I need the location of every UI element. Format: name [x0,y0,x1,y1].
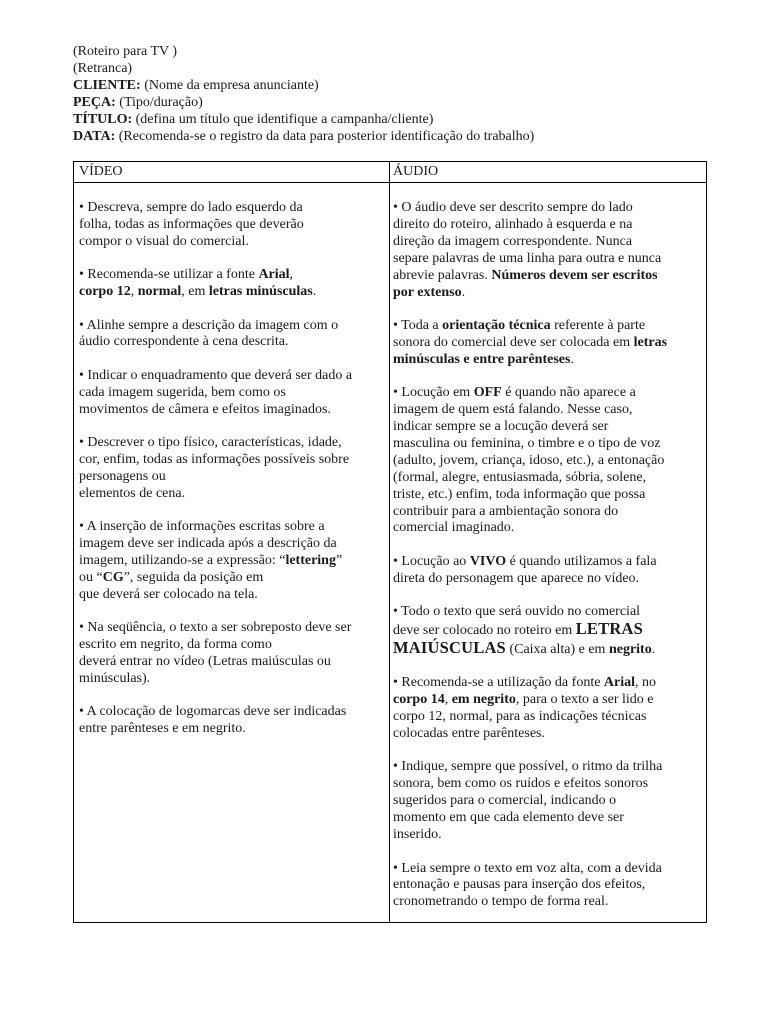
text: • Indicar o enquadramento que deverá ser dado a [79,367,353,383]
text: é quando não aparece a [501,385,636,401]
header-line-roteiro: (Roteiro para TV ) [73,44,178,59]
text: . [570,351,574,367]
bold-text: corpo 12 [79,284,131,300]
text: , [444,692,452,708]
header-line-titulo [73,111,733,128]
video-column-header: VÍDEO [79,164,123,179]
text: cronometrando o tempo de forma real. [393,894,609,910]
text: (formal, alegre, entusiasmada, sóbria, solene, [393,469,647,485]
video-text-line [79,452,384,469]
text: escrito em negrito, da forma como [79,637,272,653]
bold-text: negrito [608,641,652,657]
audio-text-line [393,436,703,453]
bold-text: Arial [603,675,636,691]
bold-text: Arial [258,267,290,283]
data-text: (Recomenda-se o registro da data para posterior identificação do trabalho) [115,129,535,144]
audio-text-line [393,554,703,571]
text: • Recomenda-se a utilização da fonte [393,675,604,691]
bold-text: LETRAS [575,619,643,639]
text: entonação e pausas para inserção dos efeitos, [393,877,646,893]
video-text-line [79,435,384,452]
audio-text-line [393,827,703,844]
bold-text: VIVO [469,553,507,569]
video-text-line [79,318,384,335]
text: • Leia sempre o texto em voz alta, com a devida [393,860,662,876]
text: momento em que cada elemento deve ser [393,810,624,826]
text: , no [635,675,657,691]
audio-text-line [393,894,703,911]
text: • Todo o texto que será ouvido no comercial [393,604,641,620]
audio-text-line [393,692,703,709]
audio-paragraph [393,385,703,537]
text: ou “ [79,569,103,585]
text: imagem deve ser indicada após a descrição da [79,536,337,552]
text: • Alinhe sempre a descrição da imagem com o [79,317,339,333]
audio-text-line [393,285,703,302]
video-text-line [79,519,384,536]
bold-text: corpo 14 [393,692,445,708]
audio-text-line [393,318,703,335]
text: • A colocação de logomarcas deve ser indicadas [79,704,347,720]
text: , para o texto a ser lido e [515,692,654,708]
cliente-text: (Nome da empresa anunciante) [140,78,319,93]
text: imagem de quem está falando. Nesse caso, [393,402,633,418]
audio-text-line [393,877,703,894]
header-line-peca [73,94,733,111]
text: cor, enfim, todas as informações possíveis sobre [79,451,350,467]
script-table [73,161,707,923]
text: • Locução ao [393,553,470,569]
bold-text: orientação técnica [442,317,551,333]
text: comercial imaginado. [393,520,515,536]
video-text-line [79,620,384,637]
audio-text-line [393,726,703,743]
audio-text-line [393,604,703,621]
text: inserido. [393,827,442,843]
video-paragraph [79,267,384,301]
audio-column [393,200,703,928]
audio-text-line [393,251,703,268]
bold-text: CG [102,569,124,585]
text: imagem, utilizando-se a expressão: “ [79,553,286,568]
header-row-divider [74,182,706,183]
titulo-label: TÍTULO: [73,112,133,127]
text: é quando utilizamos a fala [506,553,657,569]
video-paragraph [79,318,384,352]
text: personagens ou [79,468,166,484]
text: • A inserção de informações escritas sobre a [79,519,325,535]
text: . [651,641,656,657]
text: sonora do comercial deve ser colocada em [393,334,634,350]
video-text-line [79,200,384,217]
text: deve ser colocado no roteiro em [393,623,576,639]
text: masculina ou feminina, o timbre e o tipo de voz [393,435,661,451]
video-paragraph [79,368,384,419]
text: compor o visual do comercial. [79,233,249,249]
text: ” [335,553,343,568]
text: , [289,267,294,283]
video-text-line [79,385,384,402]
audio-text-line [393,709,703,726]
text: abrevie palavras. [393,267,492,283]
audio-text-line [393,810,703,827]
header-line-cliente [73,77,733,94]
text: colocadas entre parênteses. [393,726,545,742]
text: indicar sempre se a locução deverá ser [393,418,609,434]
video-text-line [79,469,384,486]
text: cada imagem sugerida, bem como os [79,384,286,400]
titulo-text: (defina um título que identifique a campanha/cliente) [132,112,434,127]
bold-text: em negrito [451,692,516,708]
data-label: DATA: [73,129,116,144]
video-column [79,200,384,755]
text: • Indique, sempre que possível, o ritmo da trilha [393,759,663,775]
video-text-line [79,217,384,234]
text: (adulto, jovem, criança, idoso, etc.), a entonação [393,452,665,468]
text: . [312,284,317,300]
audio-text-line [393,759,703,776]
audio-text-line [393,861,703,878]
video-text-line [79,671,384,688]
audio-paragraph [393,318,703,369]
text: • Recomenda-se utilizar a fonte [79,267,259,283]
text: triste, etc.) enfim, toda informação que possa [393,486,646,502]
cliente-label: CLIENTE: [73,78,141,93]
video-text-line [79,284,384,301]
column-divider [389,162,390,922]
text: separe palavras de uma linha para outra e nunca [393,250,662,266]
audio-paragraph [393,675,703,743]
audio-paragraph [393,604,703,659]
video-text-line [79,267,384,284]
audio-text-line [393,470,703,487]
audio-text-line [393,520,703,537]
audio-text-line [393,793,703,810]
bold-text: normal [137,284,182,300]
text: • Locução em [393,385,474,401]
audio-text-line [393,637,703,659]
text: folha, todas as informações que deverão [79,216,304,232]
text: • Descrever o tipo físico, características, idade, [79,435,342,451]
audio-text-line [393,487,703,504]
text: (Caixa alta) e em [505,641,609,657]
audio-text-line [393,217,703,234]
text: referente à parte [550,317,646,333]
text: áudio correspondente à cena descrita. [79,334,289,350]
bold-text: OFF [473,385,502,401]
audio-text-line [393,385,703,402]
video-paragraph [79,519,384,604]
text: que deverá ser colocado na tela. [79,586,258,602]
text: contribuir para a ambientação sonora do [393,503,619,519]
bold-text: minúsculas e entre parênteses [393,351,571,367]
bold-text: letras [633,334,668,350]
text: entre parênteses e em negrito. [79,721,246,737]
video-text-line [79,334,384,351]
audio-paragraph [393,861,703,912]
text: • Descreva, sempre do lado esquerdo da [79,200,303,215]
audio-text-line [393,419,703,436]
video-text-line [79,234,384,251]
text: direta do personagem que aparece no vídeo. [393,570,640,586]
video-text-line [79,402,384,419]
video-text-line [79,721,384,738]
video-text-line [79,704,384,721]
text: • Na seqüência, o texto a ser sobreposto deve ser [79,620,352,636]
header-line-retranca: (Retranca) [73,61,133,76]
text: minúsculas). [79,670,151,686]
text: sugeridos para o comercial, indicando o [393,793,617,809]
audio-text-line [393,675,703,692]
video-paragraph [79,704,384,738]
audio-text-line [393,352,703,369]
audio-text-line [393,453,703,470]
audio-paragraph [393,759,703,844]
text: ”, seguida da posição em [123,569,264,585]
video-paragraph [79,435,384,503]
text: , [130,284,138,300]
audio-text-line [393,402,703,419]
video-text-line [79,486,384,503]
text: direito do roteiro, alinhado à esquerda e na [393,216,633,232]
video-text-line [79,536,384,553]
text: deverá entrar no vídeo (Letras maiúsculas ou [79,654,331,670]
text: • Toda a [393,317,443,333]
audio-paragraph [393,554,703,588]
bold-text: MAIÚSCULAS [393,637,506,657]
video-text-line [79,654,384,671]
video-paragraph [79,200,384,251]
bold-text: Números devem ser escritos [491,267,658,283]
text: • O áudio deve ser descrito sempre do lado [393,200,633,215]
text: movimentos de câmera e efeitos imaginados. [79,401,331,417]
video-text-line [79,553,384,570]
text: sonora, bem como os ruídos e efeitos sonoros [393,776,649,792]
text: elementos de cena. [79,485,186,501]
video-paragraph [79,620,384,688]
audio-text-line [393,268,703,285]
bold-text: por extenso [393,284,462,300]
audio-text-line [393,234,703,251]
audio-text-line [393,200,703,217]
video-text-line [79,587,384,604]
video-text-line [79,368,384,385]
video-text-line [79,570,384,587]
header-line-data [73,128,733,145]
audio-text-line [393,776,703,793]
text: corpo 12, normal, para as indicações técnicas [393,709,647,725]
text: , em [181,284,209,300]
peca-text: (Tipo/duração) [115,95,203,110]
peca-label: PEÇA: [73,95,116,110]
video-text-line [79,637,384,654]
audio-paragraph [393,200,703,301]
text: . [461,284,466,300]
script-header [73,43,733,145]
audio-text-line [393,571,703,588]
bold-text: lettering [285,553,336,568]
audio-text-line [393,335,703,352]
audio-text-line [393,504,703,521]
text: direção da imagem correspondente. Nunca [393,233,633,249]
audio-column-header: ÁUDIO [393,164,439,179]
bold-text: letras minúsculas [208,284,313,300]
